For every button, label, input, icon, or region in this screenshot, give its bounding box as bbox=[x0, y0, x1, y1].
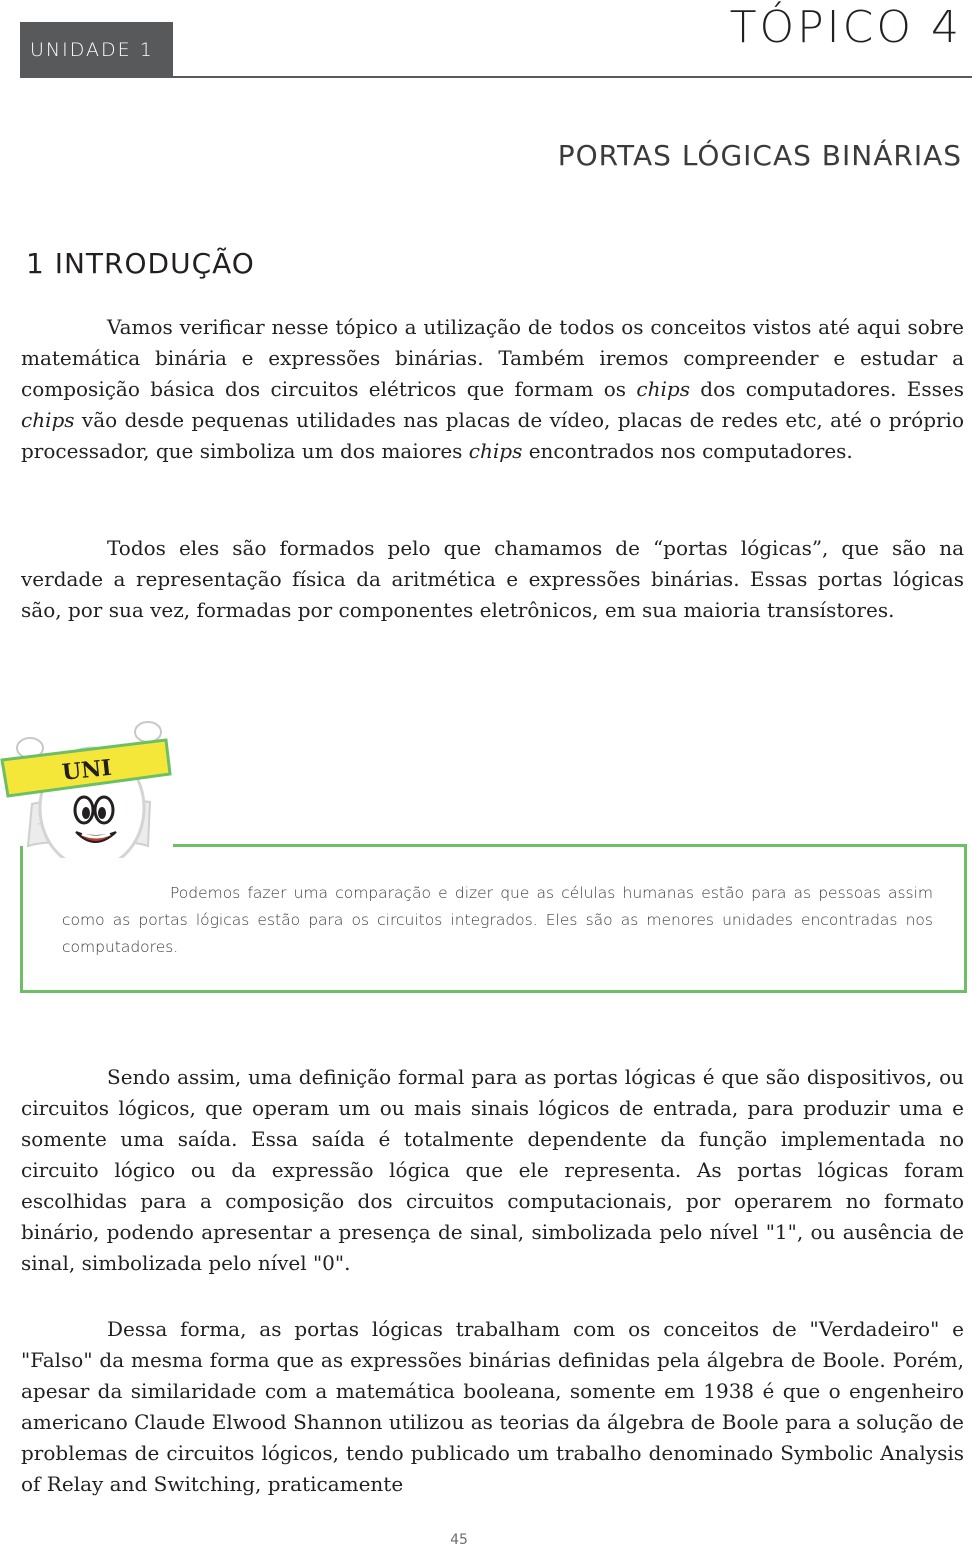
unit-label bbox=[20, 22, 173, 77]
paragraph-1 bbox=[21, 312, 964, 467]
italic-term: chips bbox=[636, 377, 690, 401]
paragraph-1-part-a: Vamos verificar nesse tópico a utilização de todos os conceitos vistos até aqui sobre matemática binária e expressões binárias. Também iremos compreender e estudar a composição básica dos circuitos elétricos que formam os bbox=[21, 315, 964, 401]
page-number: 45 bbox=[450, 1532, 468, 1548]
topic-title: TÓPICO 4 bbox=[729, 2, 962, 53]
uni-mascot-icon bbox=[0, 718, 175, 858]
italic-term: chips bbox=[21, 408, 75, 432]
uni-badge-text: UNI bbox=[60, 754, 113, 786]
paragraph-1-part-c: vão desde pequenas utilidades nas placas de vídeo, placas de redes etc, até o próprio processador, que simboliza um dos maiores bbox=[21, 408, 964, 463]
paragraph-3: Sendo assim, uma definição formal para as portas lógicas é que são dispositivos, ou circuitos lógicos, que operam um ou mais sinais lógicos de entrada, para produzir uma e somente uma saída. Essa saída é totalmente dependente da função implementada no circuito lógico ou da expressão lógica que ele representa. As portas lógicas foram escolhidas para a composição dos circuitos computacionais, por operarem no formato binário, podendo apresentar a presença de sinal, simbolizada pelo nível "1", ou ausência de sinal, simbolizada pelo nível "0". bbox=[21, 1065, 964, 1275]
italic-term: chips bbox=[468, 439, 523, 463]
callout-text: Podemos fazer uma comparação e dizer que as células humanas estão para as pessoas assim como as portas lógicas estão para os circuitos integrados. Eles são as menores unidades encontradas nos computadores. bbox=[62, 884, 933, 956]
section-heading: 1 INTRODUÇÃO bbox=[26, 247, 255, 280]
paragraph-4: Dessa forma, as portas lógicas trabalham com os conceitos de "Verdadeiro" e "Falso" da mesma forma que as expressões binárias definidas pela álgebra de Boole. Porém, apesar da similaridade com a matemática booleana, somente em 1938 é que o engenheiro americano Claude Elwood Shannon utilizou as teorias da álgebra de Boole para a solução de problemas de circuitos lógicos, tendo publicado um trabalho denominado Symbolic Analysis of Relay and Switching, praticamente bbox=[21, 1317, 964, 1496]
header-rule bbox=[20, 76, 972, 78]
paragraph-2: Todos eles são formados pelo que chamamos de “portas lógicas”, que são na verdade a representação física da aritmética e expressões binárias. Essas portas lógicas são, por sua vez, formadas por componentes eletrônicos, em sua maioria transístores. bbox=[21, 536, 964, 622]
paragraph-1-part-d: encontrados nos computadores. bbox=[522, 439, 853, 463]
chapter-title: PORTAS LÓGICAS BINÁRIAS bbox=[557, 139, 962, 172]
unit-label-text: UNIDADE 1 bbox=[30, 38, 154, 61]
paragraph-1-part-b: dos computadores. Esses bbox=[689, 377, 964, 401]
